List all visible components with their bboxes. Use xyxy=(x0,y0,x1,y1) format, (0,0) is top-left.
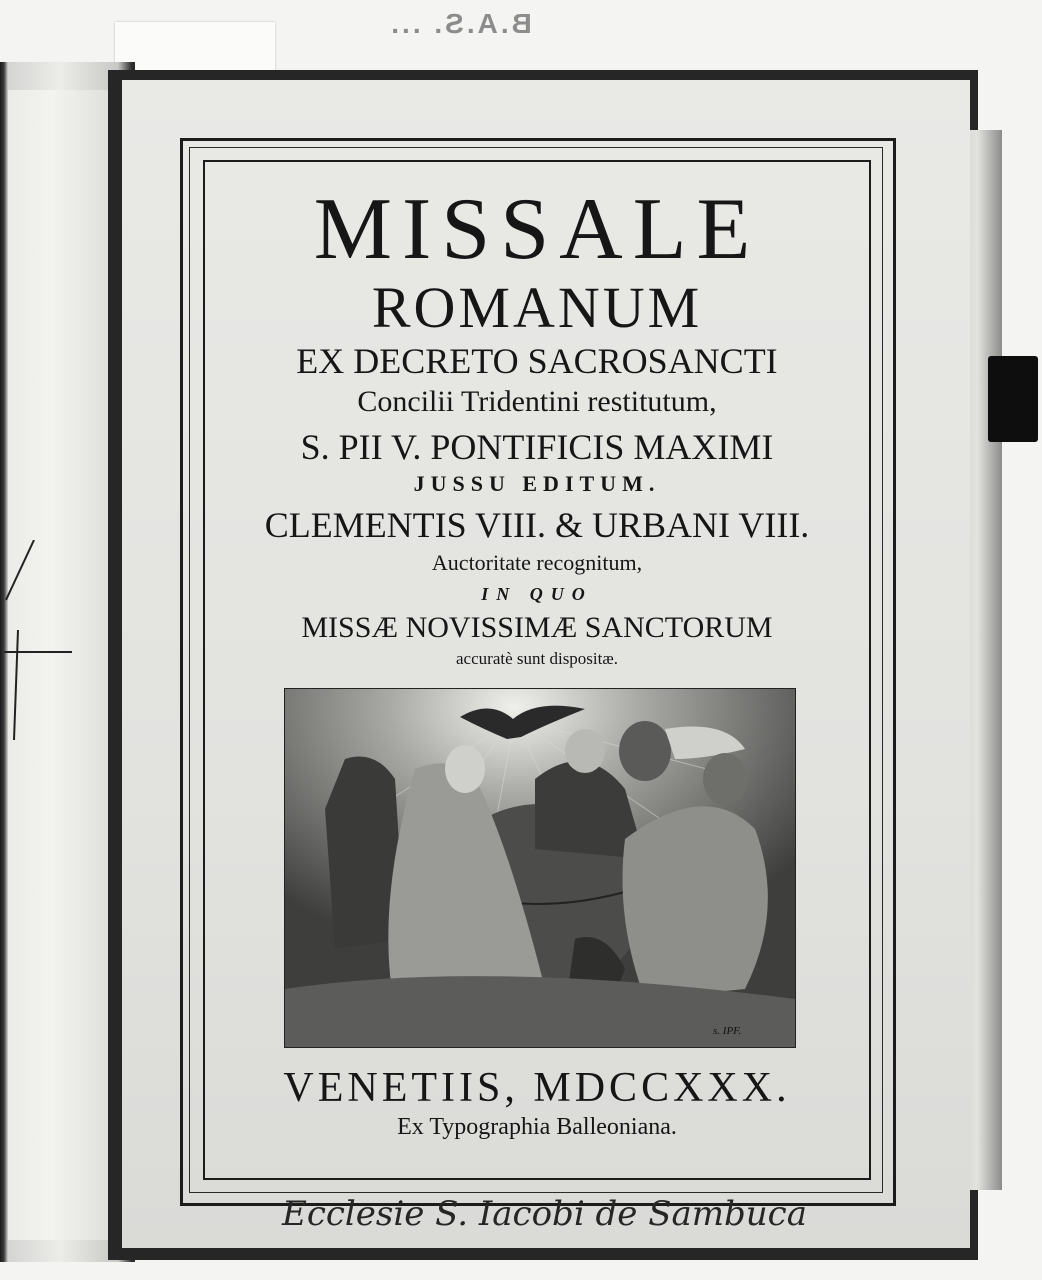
subtitle-in-quo: IN QUO xyxy=(481,584,593,604)
cherub-figure xyxy=(619,721,671,781)
imprint-place-date: VENETIIS, MDCCXXX. xyxy=(283,1065,791,1111)
title-romanum: ROMANUM xyxy=(371,275,703,340)
imprint-printer: Ex Typographia Balleoniana. xyxy=(397,1114,677,1140)
subtitle-decree: EX DECRETO SACROSANCTI xyxy=(296,341,778,381)
subtitle-auctoritate: Auctoritate recognitum, xyxy=(431,550,643,575)
engraving-illustration xyxy=(285,689,795,1047)
ownership-inscription: Ecclesie S. Iacobi de Sambuca xyxy=(282,1194,807,1234)
subtitle-jussu: JUSSU EDITUM. xyxy=(413,471,661,496)
bookmark-tab xyxy=(988,356,1038,442)
margin-pencil-mark xyxy=(4,540,74,740)
title-missale: MISSALE xyxy=(313,181,761,278)
subtitle-accurate: accuratè sunt dispositæ. xyxy=(456,649,618,668)
frontispiece-engraving xyxy=(284,688,796,1048)
subtitle-council: Concilii Tridentini restitutum, xyxy=(357,385,717,418)
subtitle-pius: S. PII V. PONTIFICIS MAXIMI xyxy=(300,427,774,467)
shelf-mark: B.A.S. ... xyxy=(388,8,532,39)
subtitle-missae: MISSÆ NOVISSIMÆ SANCTORUM xyxy=(301,611,773,644)
subtitle-clement-urban: CLEMENTIS VIII. & URBANI VIII. xyxy=(264,505,810,545)
evangelist-figure-right xyxy=(623,806,768,999)
engraver-signature: s. IPF. xyxy=(713,1025,742,1037)
